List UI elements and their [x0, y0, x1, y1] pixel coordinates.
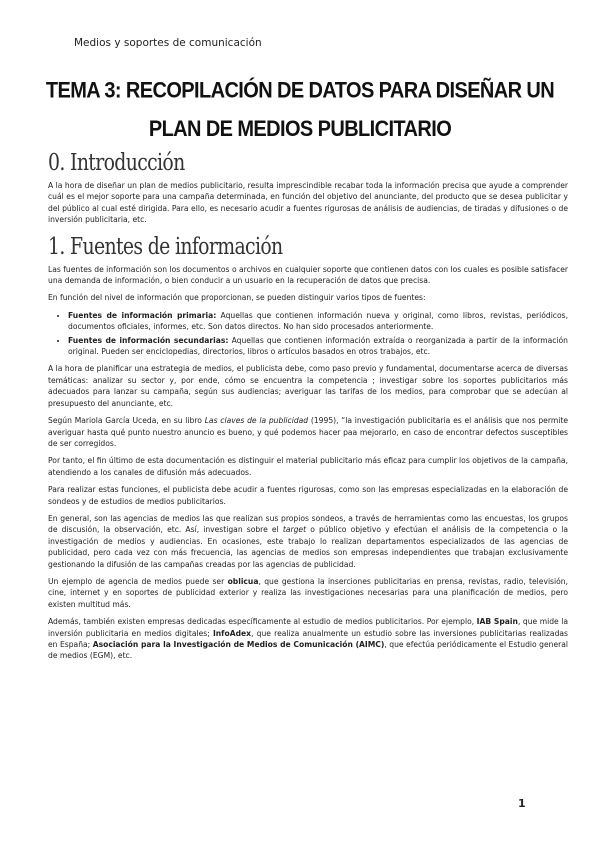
paragraph-fin: Por tanto, el fin último de esta documentación es distinguir el material publicitario más eficaz para cumplir los objetivos de la campaña, atendiendo a los canales de difusión más adecuados.: [48, 456, 568, 477]
paragraph-agencias: [48, 513, 568, 570]
list-item-term: Fuentes de información primaria:: [68, 310, 217, 320]
list-item: [68, 335, 568, 358]
paragraph-funciones: Para realizar estas funciones, el publicista debe acudir a fuentes rigurosas, como son las empresas especializadas en la elaboración de sondeos y de estudios de medios publicitarios.: [48, 485, 568, 506]
bold-term: Asociación para la Investigación de Medios de Comunicación (AIMC): [92, 640, 385, 649]
section-heading-fuentes: 1. Fuentes de información: [48, 233, 283, 260]
paragraph-definicion: Las fuentes de información son los documentos o archivos en cualquier soporte que contienen datos con los cuales es posible satisfacer una demanda de información, o bien conducir a un usuario en la recuperación de datos que precisa.: [48, 264, 568, 286]
paragraph-empresas: [48, 616, 568, 662]
text-span: Según Mariola García Uceda, en su libro: [48, 416, 205, 426]
paragraph-cita: [48, 415, 568, 449]
page-header: Medios y soportes de comunicación: [74, 37, 262, 49]
text-span: Además, también existen empresas dedicadas específicamente al estudio de medios publicitarios. Por ejemplo,: [48, 617, 477, 627]
text-span: o público objetivo y efectúan el análisis de la competencia o la investigación de medios y audiencias. En ocasiones, este trabajo lo realizan departamentos especializados de las agencias de publicidad, pero cada vez con más frecuencia, las agencias de medios son empresas independientes que trabajan exclusivamente gestionando la difusión de las campañas creadas por las agencias de publicidad.: [48, 525, 568, 569]
text-span: , que gestiona la inserciones publicitarias en prensa, revistas, radio, televisión, cine, internet y en soportes de publicidad exterior y realiza las investigaciones necesarias para una planificación de medios, pero existen multitud más.: [48, 576, 568, 609]
bold-term: InfoAdex: [212, 628, 252, 638]
intro-paragraph: A la hora de diseñar un plan de medios publicitario, resulta imprescindible recabar toda la información precisa que ayude a comprender cuál es el mejor soporte para una campaña determinada, en función del objetivo del anunciante, del producto que se desea publicitar y del público al cual esté dirigida. Para ello, es necesario acudir a fuentes rigurosas de análisis de audiencias, de tiradas y difusiones o de inversión publicitaria, etc.: [48, 181, 568, 225]
text-span: En general, son las agencias de medios las que realizan sus propios sondeos, a través de herramientas como las encuestas, los grupos de discusión, la observación, etc. Así, investigan sobre el: [48, 513, 568, 535]
list-item: [68, 310, 568, 333]
document-body: [48, 148, 568, 668]
text-span: , que efectúa periódicamente el Estudio general de medios (EGM), etc.: [48, 640, 568, 661]
paragraph-tipos: En función del nivel de información que proporcionan, se pueden distinguir varios tipos de fuentes:: [48, 293, 426, 303]
fuentes-list: [48, 310, 568, 358]
page-number: 1: [518, 797, 526, 810]
text-span: , que mide la inversión publicitaria en medios digitales;: [48, 617, 568, 638]
book-title: Las claves de la publicidad: [204, 416, 309, 426]
list-item-term: Fuentes de información secundarias:: [68, 335, 229, 345]
text-span: (1995), “la investigación publicitaria es el análisis que nos permite averiguar hasta qué punto nuestro anuncio es bueno, y qué podemos hacer paa mejorarlo, en caso de encontrar defectos susceptibles de ser corregidos.: [48, 416, 568, 448]
document-title: TEMA 3: RECOPILACIÓN DE DATOS PARA DISEÑAR UN PLAN DE MEDIOS PUBLICITARIO: [45, 78, 555, 142]
paragraph-estrategia: A la hora de planificar una estrategia de medios, el publicista debe, como paso previo y fundamental, documentarse acerca de diversas temáticas: analizar su sector y, por ende, cómo se encuentra la competencia ; investigar sobre los soportes publicitarios más adecuados para lanzar su campaña, según sus audiencias; averiguar las tarifas de los medios, para comprobar que se adecúan al presupuesto del anunciante, etc.: [48, 364, 568, 408]
text-span: , que realiza anualmente un estudio sobre las inversiones publicitarias realizadas en España;: [48, 628, 568, 649]
section-heading-introduccion: 0. Introducción: [48, 150, 185, 176]
bold-term: IAB Spain: [476, 617, 518, 627]
italic-term: target: [282, 525, 307, 535]
paragraph-ejemplo: [48, 576, 568, 610]
text-span: Un ejemplo de agencia de medios puede ser: [48, 576, 228, 586]
bold-term: oblicua: [227, 576, 259, 586]
list-item-text: Aquellas que contienen información nueva y original, como libros, revistas, periódicos, documentos oficiales, informes, etc. Son datos directos. No han sido procesados anteriormente.: [68, 310, 568, 332]
list-item-text: Aquellas que contienen información extraída o reorganizada a partir de la información original. Pueden ser enciclopedias, directorios, libros o artículos basados en otros trabajos, etc.: [68, 335, 568, 357]
